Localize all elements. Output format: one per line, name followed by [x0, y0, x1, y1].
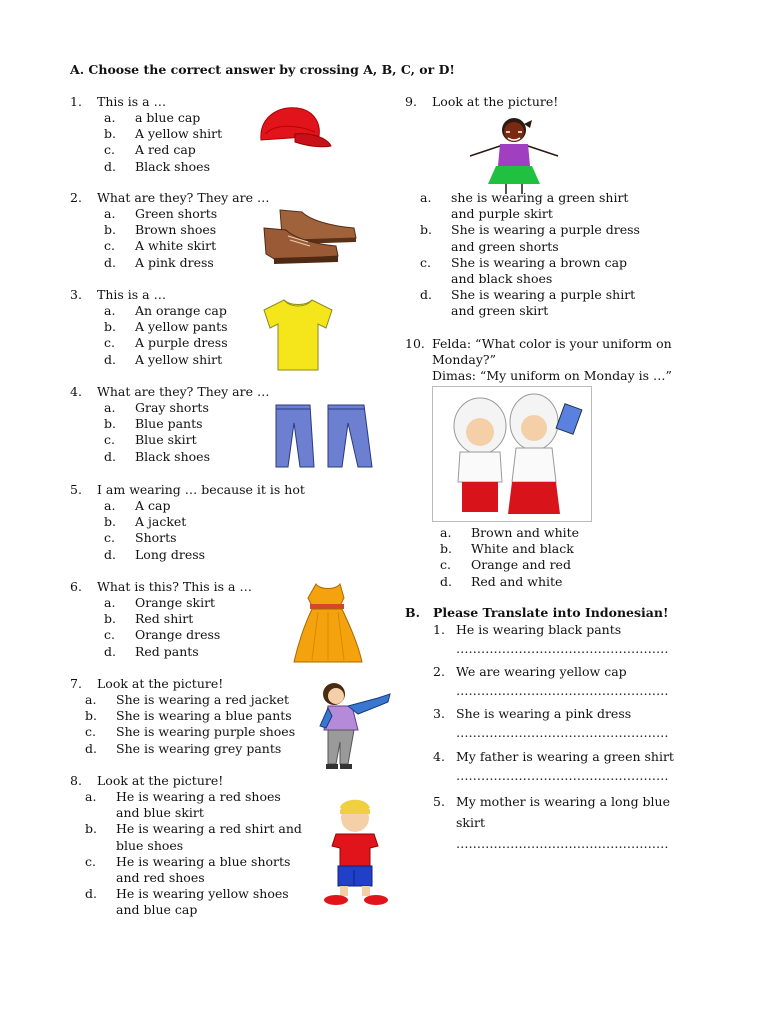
question-9-options [420, 190, 651, 320]
option-d[interactable]: d. Red and white [440, 573, 563, 589]
option-b[interactable]: b. A jacket [104, 514, 187, 530]
red-cap-image [255, 104, 335, 156]
girl-jacket-image [318, 680, 392, 772]
option-a[interactable]: a. Green shorts [104, 206, 218, 221]
answer-line[interactable]: …………………………………………… [456, 836, 669, 851]
option-a[interactable]: a. a blue cap [104, 110, 201, 125]
answer-line[interactable]: …………………………………………… [456, 641, 669, 656]
question-1 [70, 94, 222, 175]
question-6: 6. What is this? This is a … a. Orange skirt b. Red shirt c. Orange dress d. Red pants [70, 579, 252, 659]
question-8: 8. Look at the picture! a. He is wearing a red shoes and blue skirt b. He is wearing a red shirt and blue shoes c. He is wearing a blue shorts and red shoes d. He is wearing yellow shoes and blue cap [70, 773, 306, 919]
question-3: 3. This is a … a. An orange cap b. A yellow pants c. A purple dress d. A yellow shirt [70, 287, 228, 367]
option-b[interactable]: b. Brown shoes [104, 222, 217, 238]
boy-red-shirt-image [318, 798, 408, 910]
question-10-options [440, 525, 579, 590]
question-text: This is a … [97, 94, 167, 109]
translate-item-2: 2. We are wearing yellow cap …………………………………………… [433, 664, 669, 702]
question-5: 5. I am wearing … because it is hot a. A cap b. A jacket c. Shorts d. Long dress [70, 482, 305, 562]
yellow-shirt-image [260, 298, 336, 372]
option-b[interactable]: b. Red shirt [104, 611, 194, 627]
option-c[interactable]: c. She is wearing a brown cap and black shoes [420, 254, 628, 287]
question-7: 7. Look at the picture! a. She is wearing a red jacket b. She is wearing a blue pants c. She is wearing purple shoes d. She is wearing grey pants [70, 676, 296, 756]
option-c[interactable]: c. Orange dress [104, 627, 221, 643]
option-c[interactable]: c. A red cap [104, 142, 196, 158]
translate-item-1: 1. He is wearing black pants …………………………………………… [433, 622, 669, 660]
option-b[interactable]: b. She is wearing a blue pants [85, 708, 292, 724]
option-d[interactable]: d. Black shoes [104, 158, 210, 174]
question-9: 9. Look at the picture! [405, 94, 559, 109]
option-d[interactable]: d. A yellow shirt [104, 351, 223, 367]
girl-purple-shirt-image [466, 116, 566, 196]
translate-item-5: 5. My mother is wearing a long blue skirt …………………………………………… [433, 791, 696, 855]
option-a[interactable]: a. An orange cap [104, 303, 227, 318]
option-a[interactable]: a. she is wearing a green shirt and purple skirt [420, 190, 629, 222]
translate-item-3: 3. She is wearing a pink dress …………………………………………… [433, 706, 669, 744]
option-b[interactable]: b. She is wearing a purple dress and green shorts [420, 222, 640, 254]
option-a[interactable]: a. He is wearing a red shoes and blue skirt [85, 789, 281, 821]
option-c[interactable]: c. Shorts [104, 530, 177, 546]
option-d[interactable]: d. A pink dress [104, 254, 214, 270]
blue-pants-image [272, 403, 376, 469]
option-b[interactable]: b. A yellow pants [104, 319, 228, 335]
option-d[interactable]: d. Red pants [104, 643, 199, 659]
question-4: 4. What are they? They are … a. Gray shorts b. Blue pants c. Blue skirt d. Black shoes [70, 384, 270, 464]
option-c[interactable]: c. He is wearing a blue shorts and red shoes [85, 853, 291, 886]
option-a[interactable]: a. A cap [104, 498, 171, 513]
translate-item-4: 4. My father is wearing a green shirt …………………………………………… [433, 749, 674, 787]
option-a[interactable]: a. She is wearing a red jacket [85, 692, 290, 707]
option-c[interactable]: c. Blue skirt [104, 432, 197, 448]
option-c[interactable]: c. Orange and red [440, 557, 571, 573]
option-b[interactable]: b. He is wearing a red shirt and blue shoes [85, 821, 302, 853]
option-d[interactable]: d. Black shoes [104, 448, 210, 464]
option-a[interactable]: a. Brown and white [440, 525, 580, 540]
option-b[interactable]: b. A yellow shirt [104, 126, 223, 142]
section-b-title: B. Please Translate into Indonesian! [405, 605, 669, 620]
option-d[interactable]: d. She is wearing a purple shirt and green skirt [420, 287, 636, 319]
option-c[interactable]: c. She is wearing purple shoes [85, 724, 296, 740]
question-2: 2. What are they? They are … a. Green shorts b. Brown shoes c. A white skirt d. A pink dress [70, 190, 270, 270]
answer-line[interactable]: …………………………………………… [456, 683, 669, 698]
orange-dress-image [292, 582, 364, 666]
answer-line[interactable]: …………………………………………… [456, 768, 669, 783]
option-b[interactable]: b. Blue pants [104, 416, 203, 432]
option-a[interactable]: a. Gray shorts [104, 400, 209, 415]
option-b[interactable]: b. White and black [440, 541, 574, 557]
question-number: 1. [70, 94, 82, 109]
students-uniform-image [432, 386, 592, 522]
question-10: 10. Felda: “What color is your uniform on Monday?” Dimas: “My uniform on Monday is …” [405, 336, 672, 383]
option-d[interactable]: d. She is wearing grey pants [85, 740, 282, 756]
answer-line[interactable]: …………………………………………… [456, 725, 669, 740]
section-a-title: A. Choose the correct answer by crossing A, B, C, or D! [70, 62, 455, 77]
brown-shoes-image [260, 206, 360, 268]
option-c[interactable]: c. A white skirt [104, 238, 217, 254]
option-d[interactable]: d. He is wearing yellow shoes and blue cap [85, 886, 289, 918]
option-a[interactable]: a. Orange skirt [104, 595, 216, 610]
option-d[interactable]: d. Long dress [104, 546, 206, 562]
option-c[interactable]: c. A purple dress [104, 335, 228, 351]
